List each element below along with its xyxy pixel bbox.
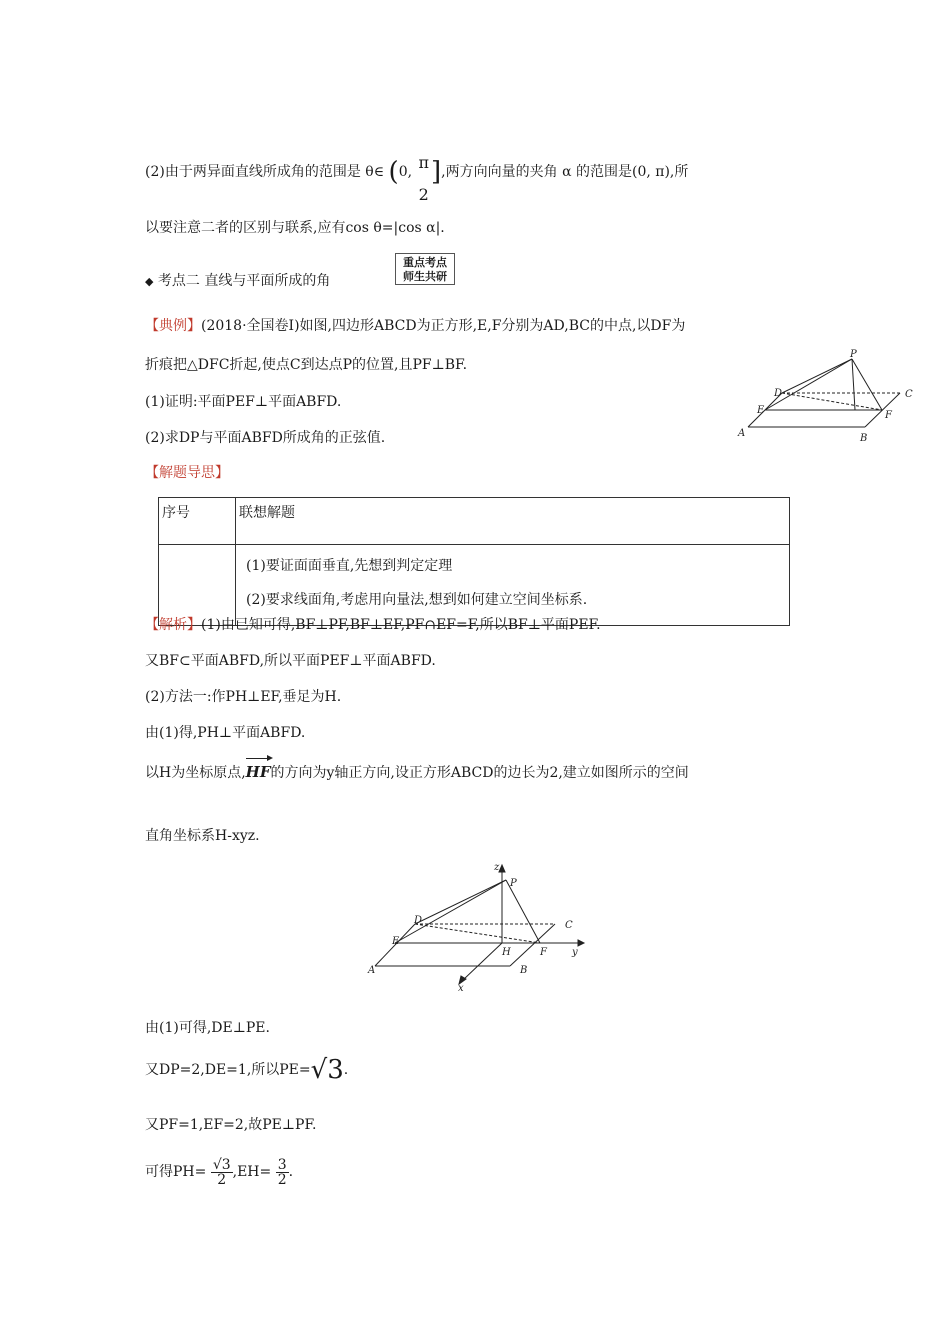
- vector-hf: HF: [245, 763, 271, 781]
- pi-over-2: π 2: [418, 153, 430, 204]
- fig2-label-B: B: [520, 965, 528, 976]
- fraction-ph: $\frac{√3}{2}$: [212, 1156, 231, 1188]
- fraction-eh: $\frac{3}{2}$: [277, 1156, 287, 1188]
- header-content: 联想解题: [236, 498, 790, 545]
- fig2-label-C: C: [565, 920, 573, 931]
- fig1-label-B: B: [860, 433, 868, 444]
- fig1-label-E: E: [757, 405, 765, 416]
- example-tag: 【典例】: [145, 318, 201, 334]
- solution-line-3: (2)方法一:作PH⊥EF,垂足为H.: [145, 689, 342, 705]
- table-row: [159, 545, 790, 626]
- figure-folded-square: [730, 345, 925, 450]
- solution-line-10: 可得PH= $\frac{√3}{2}$ ,EH= $\frac{3}{2}$ .: [145, 1156, 294, 1188]
- fig1-label-P: P: [850, 349, 857, 360]
- example-line-2: 折痕把△DFC折起,使点C到达点P的位置,且PF⊥BF.: [145, 357, 468, 373]
- example-line-3: (1)证明:平面PEF⊥平面ABFD.: [145, 394, 342, 410]
- fig1-label-A: A: [738, 428, 746, 439]
- solution-line-1: 【解析】(1)由已知可得,BF⊥PF,BF⊥EF,PF∩EF=F,所以BF⊥平面PEF.: [145, 617, 601, 633]
- fig2-label-D: D: [414, 915, 423, 926]
- fig2-label-E: E: [392, 936, 400, 947]
- example-line-1: 【典例】(2018·全国卷Ⅰ)如图,四边形ABCD为正方形,E,F分别为AD,BC的中点,以DF为: [145, 318, 686, 334]
- interval-open: (: [388, 157, 399, 187]
- sqrt-3: √3: [310, 1055, 344, 1085]
- interval-close: ]: [431, 157, 442, 187]
- fig2-label-P: P: [510, 878, 517, 889]
- solution-line-8: 又DP=2,DE=1,所以PE=√3.: [145, 1055, 349, 1085]
- solution-line-5: 以H为坐标原点,HF的方向为y轴正方向,设正方形ABCD的边长为2,建立如图所示的空间: [145, 763, 689, 781]
- example-line-4: (2)求DP与平面ABFD所成角的正弦值.: [145, 430, 386, 446]
- index-cell: [159, 545, 236, 626]
- fig2-label-H: H: [502, 947, 511, 958]
- fig1-label-C: C: [905, 389, 913, 400]
- fig2-label-x: x: [458, 983, 464, 993]
- content-cell: (1)要证面面垂直,先想到判定定理 (2)要求线面角,考虑用向量法,想到如何建立空间坐标系.: [236, 545, 790, 626]
- solution-line-7: 由(1)可得,DE⊥PE.: [145, 1020, 270, 1036]
- header-index: 序号: [159, 498, 236, 545]
- fig2-label-F: F: [540, 947, 547, 958]
- fig2-label-z: z: [494, 862, 500, 873]
- fig2-label-y: y: [572, 947, 578, 958]
- solution-line-4: 由(1)得,PH⊥平面ABFD.: [145, 725, 306, 741]
- guide-tag: 【解题导思】: [145, 465, 229, 481]
- note-line-2: 以要注意二者的区别与联系,应有cos θ=|cos α|.: [145, 220, 445, 236]
- table-row: [159, 498, 790, 545]
- solution-line-6: 直角坐标系H-xyz.: [145, 828, 260, 844]
- fig1-label-D: D: [774, 388, 783, 399]
- section-badge: 重点考点 师生共研: [395, 253, 455, 285]
- fig1-label-F: F: [885, 410, 892, 421]
- section-heading: ◆ 考点二 直线与平面所成的角: [145, 273, 331, 289]
- solution-line-2: 又BF⊂平面ABFD,所以平面PEF⊥平面ABFD.: [145, 653, 436, 669]
- fig2-label-A: A: [368, 965, 376, 976]
- figure-coordinate-system: [360, 858, 590, 993]
- solution-line-9: 又PF=1,EF=2,故PE⊥PF.: [145, 1117, 317, 1133]
- note-line-1: (2)由于两异面直线所成角的范围是 θ∈ (0, π 2 ],两方向向量的夹角 α 的范围是(0, π),所: [145, 153, 689, 204]
- solution-tag: 【解析】: [145, 617, 201, 633]
- guide-table: [158, 497, 790, 626]
- diamond-bullet-icon: ◆: [145, 275, 154, 288]
